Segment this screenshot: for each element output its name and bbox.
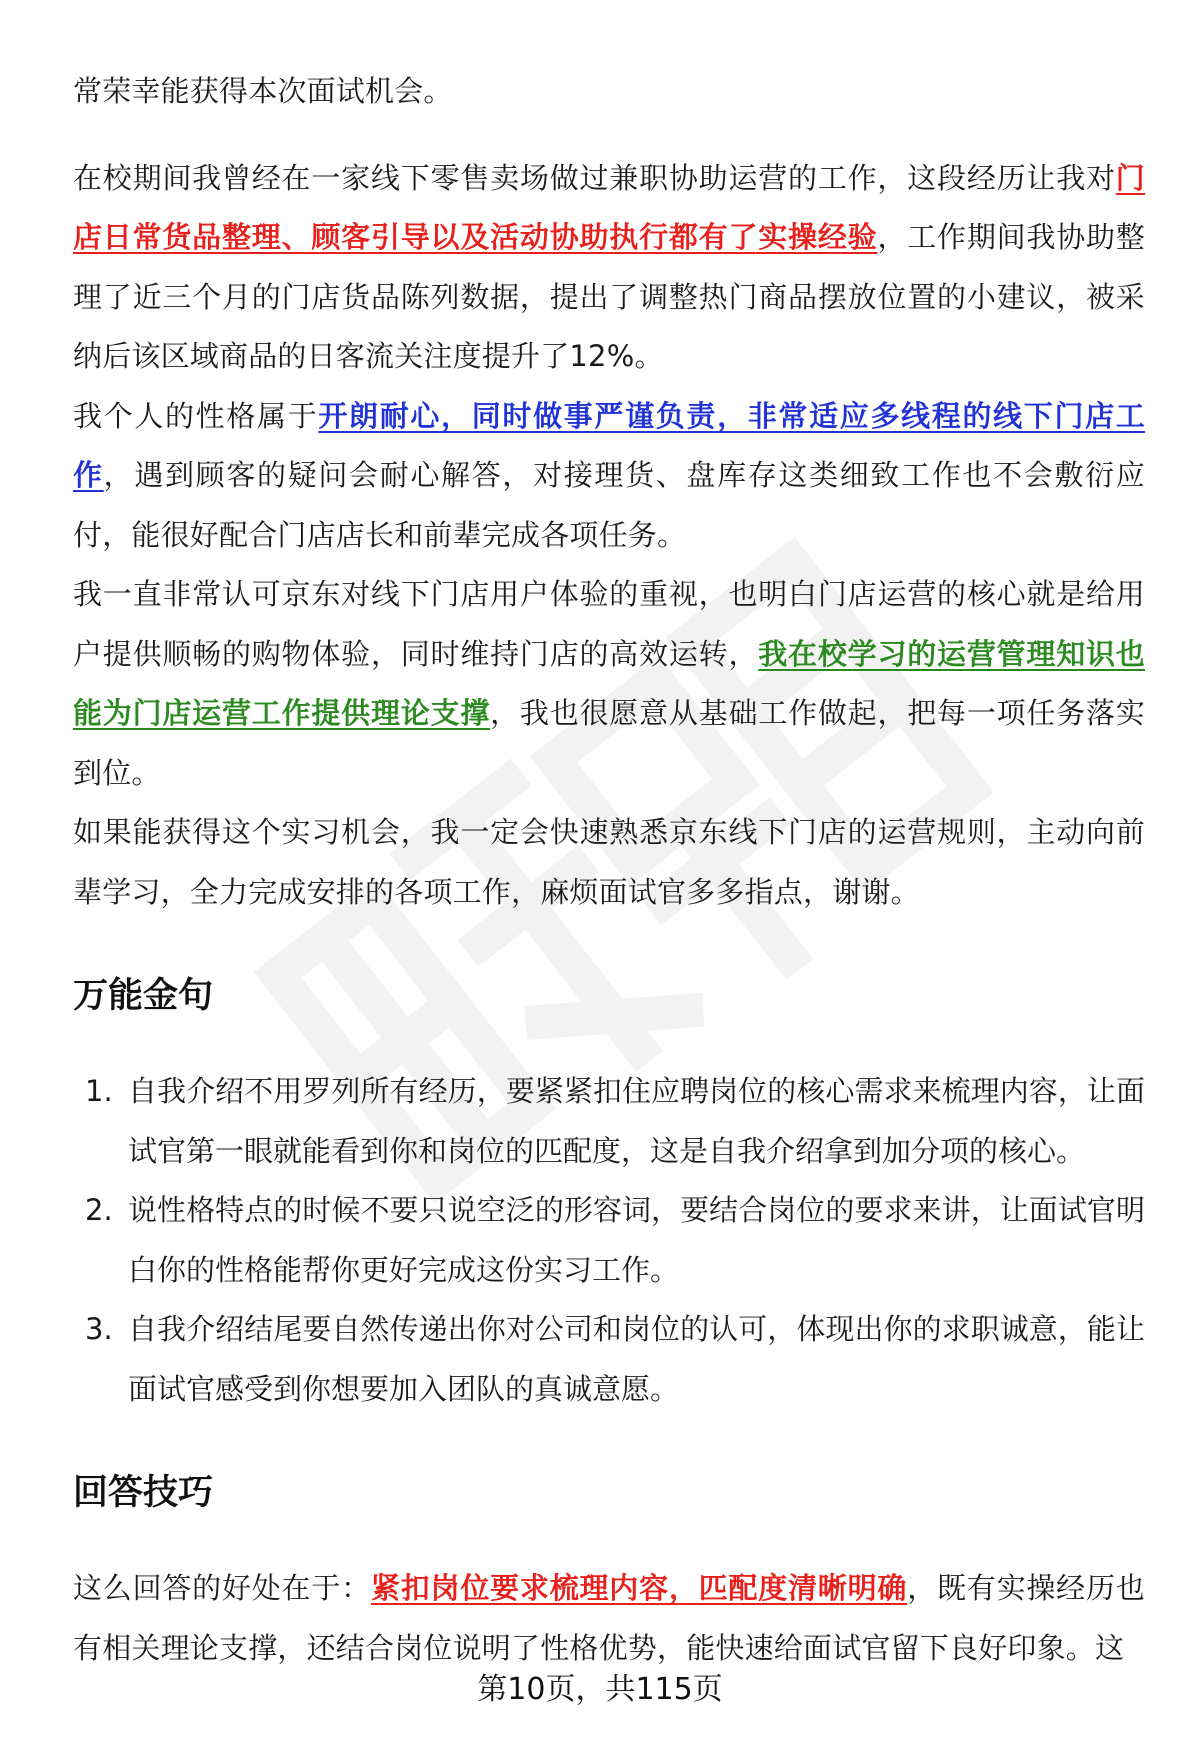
golden-sentences-list bbox=[73, 1062, 1145, 1419]
list-item-text: 自我介绍不用罗列所有经历，要紧紧扣住应聘岗位的核心需求来梳理内容，让面试官第一眼就能看到你和岗位的匹配度，这是自我介绍拿到加分项的核心。 bbox=[128, 1074, 1145, 1168]
paragraph-company-fit bbox=[73, 565, 1145, 803]
section-heading-golden-sentences: 万能金句 bbox=[73, 976, 214, 1016]
list-item-number: 2. bbox=[85, 1193, 113, 1227]
paragraph-text: ，既有实操经历也有相关理论支撑，还结合岗位说明了性格优势，能快速给面试官留下良好印象。这 bbox=[73, 1571, 1145, 1665]
list-item-number: 3. bbox=[85, 1312, 113, 1346]
main-content bbox=[73, 62, 1145, 1678]
paragraph-text: ，工作期间我协助整理了近三个月的门店货品陈列数据，提出了调整热门商品摆放位置的小建议，被采纳后该区域商品的日客流关注度提升了12%。 bbox=[73, 220, 1145, 373]
paragraph-closing bbox=[73, 803, 1145, 922]
highlight-red-tips: 紧扣岗位要求梳理内容，匹配度清晰明确 bbox=[370, 1571, 908, 1605]
paragraph-text: 在校期间我曾经在一家线下零售卖场做过兼职协助运营的工作，这段经历让我对 bbox=[73, 160, 1116, 195]
section-heading-answer-tips: 回答技巧 bbox=[73, 1473, 214, 1513]
list-item-text: 自我介绍结尾要自然传递出你对公司和岗位的认可，体现出你的求职诚意，能让面试官感受到你想要加入团队的真诚意愿。 bbox=[128, 1312, 1145, 1406]
highlight-green-knowledge: 我在校学习的运营管理知识也能为门店运营工作提供理论支撑 bbox=[73, 636, 1145, 730]
page-number-footer: 第10页，共115页 bbox=[477, 1672, 723, 1707]
paragraph-text: 常荣幸能获得本次面试机会。 bbox=[73, 74, 453, 108]
list-item-number: 1. bbox=[85, 1074, 113, 1108]
paragraph-answer-tips bbox=[73, 1559, 1145, 1678]
list-item bbox=[73, 1062, 1145, 1181]
highlight-red-experience: 门店日常货品整理、顾客引导以及活动协助执行都有了实操经验 bbox=[73, 160, 1145, 254]
paragraph-experience bbox=[73, 149, 1145, 387]
list-item bbox=[73, 1181, 1145, 1300]
paragraph-text: 这么回答的好处在于： bbox=[73, 1571, 371, 1605]
paragraph-text: ，遇到顾客的疑问会耐心解答，对接理货、盘库存这类细致工作也不会敷衍应付，能很好配合门店店长和前辈完成各项任务。 bbox=[73, 458, 1145, 552]
paragraph-intro-end bbox=[73, 62, 1145, 122]
paragraph-text: 如果能获得这个实习机会，我一定会快速熟悉京东线下门店的运营规则，主动向前辈学习，全力完成安排的各项工作，麻烦面试官多多指点，谢谢。 bbox=[73, 815, 1145, 909]
paragraph-text: 我一直非常认可京东对线下门店用户体验的重视，也明白门店运营的核心就是给用户提供顺畅的购物体验，同时维持门店的高效运转， bbox=[73, 577, 1145, 671]
highlight-blue-personality: 开朗耐心，同时做事严谨负责，非常适应多线程的线下门店工作 bbox=[73, 398, 1145, 492]
paragraph-text: 我个人的性格属于 bbox=[73, 398, 319, 433]
paragraph-personality bbox=[73, 387, 1145, 566]
list-item bbox=[73, 1300, 1145, 1419]
paragraph-text: ，我也很愿意从基础工作做起，把每一项任务落实到位。 bbox=[73, 696, 1145, 790]
list-item-text: 说性格特点的时候不要只说空泛的形容词，要结合岗位的要求来讲，让面试官明白你的性格能帮你更好完成这份实习工作。 bbox=[128, 1193, 1145, 1287]
